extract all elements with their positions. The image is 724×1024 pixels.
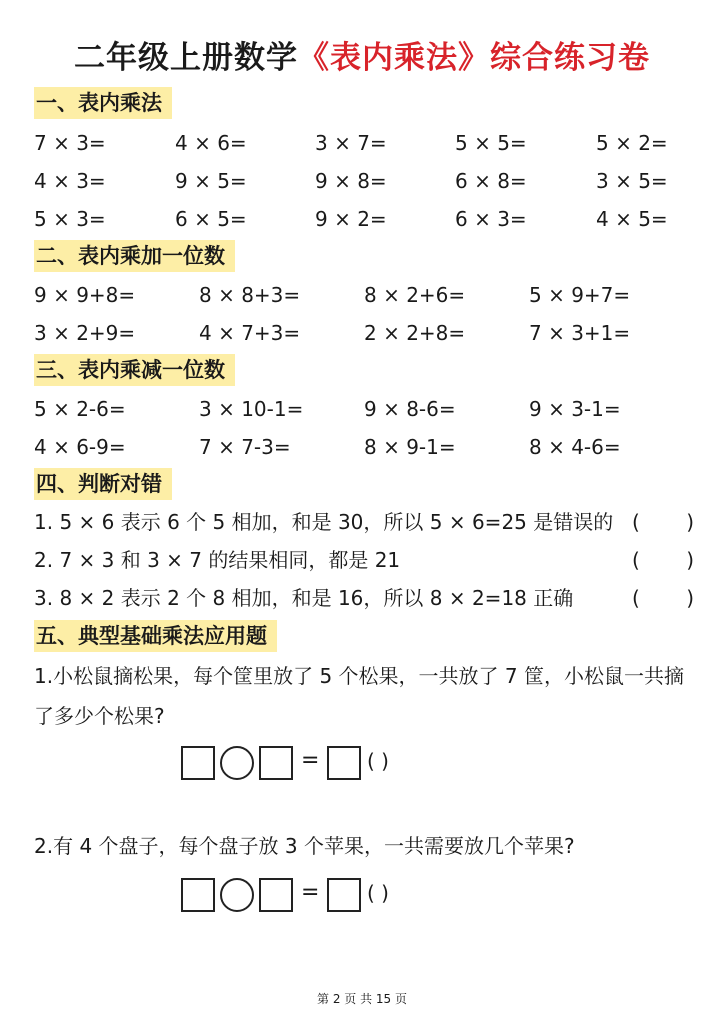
part1-item: 4 × 3= [34,169,106,193]
part2-item: 7 × 3+1= [529,321,631,345]
judge-item-1 [34,508,694,536]
part1-item: 5 × 2= [596,131,668,155]
part3-item: 9 × 3-1= [529,397,621,421]
title-red: 《表内乘法》综合练习卷 [298,40,650,76]
paren-open: ( [632,586,640,610]
part3-item: 7 × 7-3= [199,435,291,459]
judge-item-2 [34,546,694,574]
answer-box[interactable] [181,878,215,912]
part2-item: 3 × 2+9= [34,321,136,345]
answer-box[interactable] [181,746,215,780]
part3-item: 9 × 8-6= [364,397,456,421]
part1-item: 7 × 3= [34,131,106,155]
part1-item: 9 × 2= [315,207,387,231]
word-problem-1: 1.小松鼠摘松果，每个筐里放了 5 个松果，一共放了 7 筐，小松鼠一共摘了多少个松果? [34,664,684,728]
answer-box[interactable] [327,746,361,780]
equals-sign: = [301,748,320,773]
paren-open: ( [632,548,640,572]
part1-item: 3 × 7= [315,131,387,155]
unit-parentheses[interactable]: ( ) [367,749,389,773]
part1-item: 9 × 8= [315,169,387,193]
part1-item: 3 × 5= [596,169,668,193]
part1-item: 6 × 3= [455,207,527,231]
paren-open: ( [632,510,640,534]
part2-item: 8 × 2+6= [364,283,466,307]
answer-box[interactable] [327,878,361,912]
part2-item: 4 × 7+3= [199,321,301,345]
answer-parentheses[interactable] [632,546,694,574]
part1-item: 5 × 3= [34,207,106,231]
part3-item: 8 × 4-6= [529,435,621,459]
part3-item: 3 × 10-1= [199,397,304,421]
part1-item: 6 × 5= [175,207,247,231]
answer-box[interactable] [259,878,293,912]
part3-item: 4 × 6-9= [34,435,126,459]
part1-item: 4 × 5= [596,207,668,231]
operator-circle[interactable] [220,746,254,780]
judge-text: 3. 8 × 2 表示 2 个 8 相加，和是 16，所以 8 × 2=18 正确 [34,586,574,610]
title-black: 二年级上册数学 [74,40,298,76]
part2-item: 2 × 2+8= [364,321,466,345]
judge-item-3 [34,584,694,612]
paren-close: ) [686,548,694,572]
operator-circle[interactable] [220,878,254,912]
equals-sign: = [301,880,320,905]
equation-template-1 [181,746,441,786]
answer-box[interactable] [259,746,293,780]
part3-item: 8 × 9-1= [364,435,456,459]
section-1-heading: 一、表内乘法 [34,87,172,119]
part1-item: 9 × 5= [175,169,247,193]
section-5-heading: 五、典型基础乘法应用题 [34,620,277,652]
judge-text: 1. 5 × 6 表示 6 个 5 相加，和是 30，所以 5 × 6=25 是错误的 [34,510,614,534]
part3-item: 5 × 2-6= [34,397,126,421]
part1-item: 5 × 5= [455,131,527,155]
part2-item: 5 × 9+7= [529,283,631,307]
word-problem-2: 2.有 4 个盘子，每个盘子放 3 个苹果，一共需要放几个苹果? [34,834,575,858]
part2-item: 9 × 9+8= [34,283,136,307]
section-3-heading: 三、表内乘减一位数 [34,354,235,386]
unit-parentheses[interactable]: ( ) [367,881,389,905]
answer-parentheses[interactable] [632,508,694,536]
answer-parentheses[interactable] [632,584,694,612]
part1-item: 6 × 8= [455,169,527,193]
equation-template-2 [181,878,441,918]
section-4-heading: 四、判断对错 [34,468,172,500]
part1-item: 4 × 6= [175,131,247,155]
page-footer: 第 2 页 共 15 页 [317,992,407,1006]
page-title [0,32,724,77]
judge-text: 2. 7 × 3 和 3 × 7 的结果相同，都是 21 [34,548,401,572]
part2-item: 8 × 8+3= [199,283,301,307]
section-2-heading: 二、表内乘加一位数 [34,240,235,272]
paren-close: ) [686,510,694,534]
paren-close: ) [686,586,694,610]
